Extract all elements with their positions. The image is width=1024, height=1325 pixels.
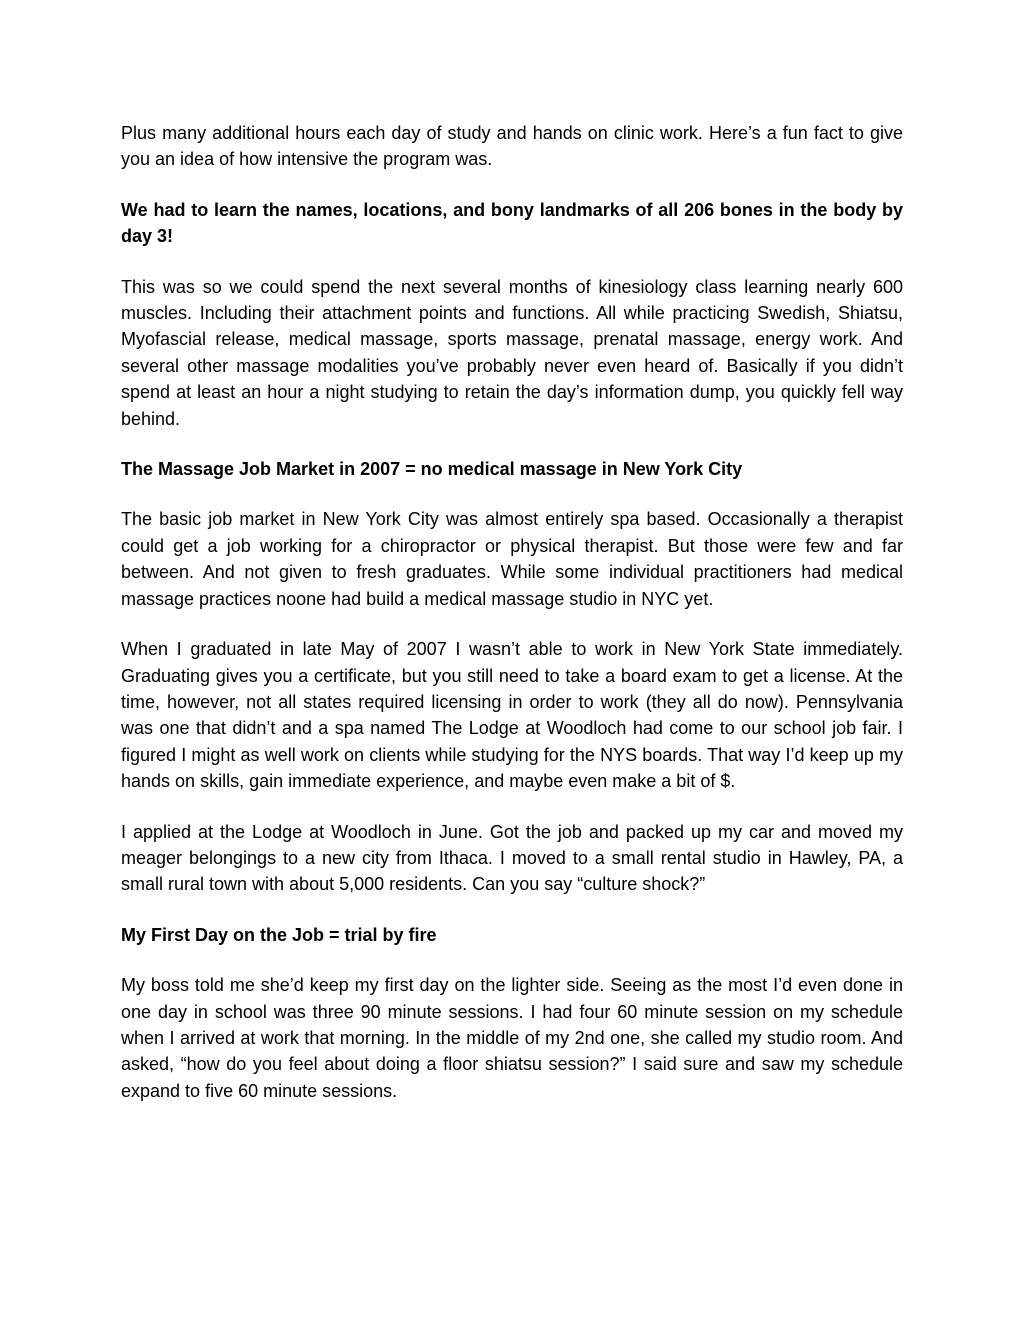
paragraph-job-market: The basic job market in New York City was almost entirely spa based. Occasionally a therapist could get a job working for a chiropractor or physical therapist. But those were few and far between. And not given to fresh graduates. While some individual practitioners had medical massage practices noone had build a medical massage studio in NYC yet. [121,509,903,609]
bold-fact-bones: We had to learn the names, locations, and bony landmarks of all 206 bones in the body by day 3! [121,199,903,247]
section-heading-job-market: The Massage Job Market in 2007 = no medical massage in New York City [121,459,743,480]
paragraph-kinesiology: This was so we could spend the next several months of kinesiology class learning nearly 600 muscles. Including their attachment points and functions. All while practicing Swedish, Shiatsu, Myofascial release, medical massage, sports massage, prenatal massage, energy work. And several other massage modalities you’ve probably never even heard of. Basically if you didn’t spend at least an hour a night studying to retain the day’s information dump, you quickly fell way behind. [121,276,903,429]
section-heading-first-day: My First Day on the Job = trial by fire [121,924,437,945]
paragraph-program-intro: Plus many additional hours each day of study and hands on clinic work. Here’s a fun fact to give you an idea of how intensive the program was. [121,123,903,170]
paragraph-woodloch: I applied at the Lodge at Woodloch in June. Got the job and packed up my car and moved my meager belongings to a new city from Ithaca. I moved to a small rental studio in Hawley, PA, a small rural town with about 5,000 residents. Can you say “culture shock?” [121,821,903,895]
paragraph-graduation: When I graduated in late May of 2007 I wasn’t able to work in New York State immediately. Graduating gives you a certificate, but you still need to take a board exam to get a license. At the time, however, not all states required licensing in order to work (they all do now). Pennsylvania was one that didn’t and a spa named The Lodge at Woodloch had come to our school job fair. I figured I might as well work on clients while studying for the NYS boards. That way I’d keep up my hands on skills, gain immediate experience, and maybe even make a bit of $. [121,639,903,792]
document-body [121,120,903,1128]
paragraph-first-day: My boss told me she’d keep my first day on the lighter side. Seeing as the most I’d even done in one day in school was three 90 minute sessions. I had four 60 minute session on my schedule when I arrived at work that morning. In the middle of my 2nd one, she called my studio room. And asked, “how do you feel about doing a floor shiatsu session?” I said sure and saw my schedule expand to five 60 minute sessions. [121,975,903,1101]
